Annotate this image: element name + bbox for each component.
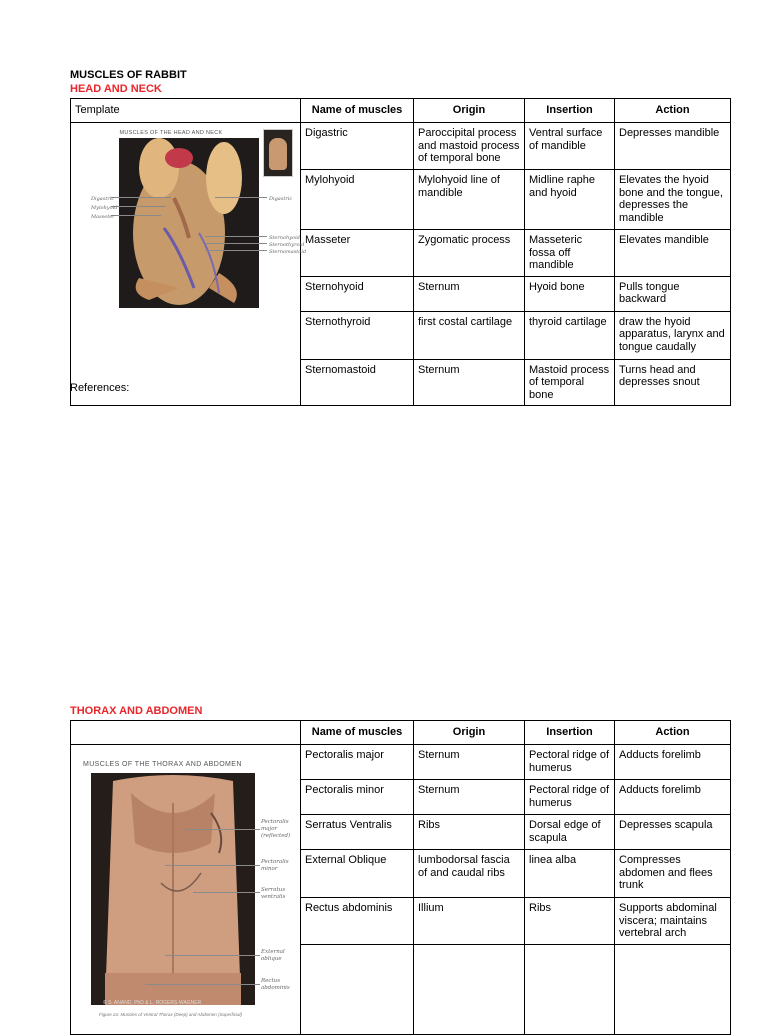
cell-origin: Zygomatic process xyxy=(414,230,525,277)
cell-origin: Sternum xyxy=(414,745,525,780)
cell-name: Digastric xyxy=(301,123,414,170)
label-right-digastric: Digastric xyxy=(269,196,293,202)
cell-insertion: Dorsal edge of scapula xyxy=(525,815,615,850)
cell-insertion xyxy=(525,945,615,1035)
cell-insertion: linea alba xyxy=(525,850,615,898)
cell-insertion: Hyoid bone xyxy=(525,276,615,311)
header-name: Name of muscles xyxy=(301,99,414,123)
head-neck-photo xyxy=(119,138,259,308)
cell-insertion: Midline raphe and hyoid xyxy=(525,170,615,230)
label-right-sternohyoid: Sternohyoid xyxy=(269,235,300,241)
table-row xyxy=(71,123,731,170)
figure-caption: MUSCLES OF THE HEAD AND NECK xyxy=(119,130,223,136)
cell-name: Mylohyoid xyxy=(301,170,414,230)
header-template xyxy=(71,721,301,745)
cell-name: Rectus abdominis xyxy=(301,898,414,945)
cell-origin: first costal cartilage xyxy=(414,311,525,359)
cell-action: Pulls tongue backward xyxy=(615,276,731,311)
document-title: MUSCLES OF RABBIT xyxy=(70,69,187,81)
label-serratus-ventralis: Serratus ventralis xyxy=(261,887,286,900)
cell-name: Pectoralis major xyxy=(301,745,414,780)
label-left-digastric: Digastric xyxy=(91,196,115,202)
cell-name: External Oblique xyxy=(301,850,414,898)
cell-action: Adducts forelimb xyxy=(615,780,731,815)
cell-name: Sternothyroid xyxy=(301,311,414,359)
section-title-head-neck: HEAD AND NECK xyxy=(70,83,162,95)
cell-origin: Sternum xyxy=(414,780,525,815)
cell-insertion: thyroid cartilage xyxy=(525,311,615,359)
header-origin: Origin xyxy=(414,721,525,745)
head-neck-table xyxy=(70,98,731,406)
cell-action: Elevates mandible xyxy=(615,230,731,277)
cell-action: Depresses mandible xyxy=(615,123,731,170)
cell-action: Elevates the hyoid bone and the tongue, depresses the mandible xyxy=(615,170,731,230)
cell-insertion: Ventral surface of mandible xyxy=(525,123,615,170)
section-title-thorax-abdomen: THORAX AND ABDOMEN xyxy=(70,705,203,717)
table-row xyxy=(71,745,731,780)
label-rectus-abdominis: Rectus abdominis xyxy=(261,978,290,991)
cell-origin: Mylohyoid line of mandible xyxy=(414,170,525,230)
label-pectoralis-major: Pectoralis major (reflected) xyxy=(261,819,291,839)
cell-action: draw the hyoid apparatus, larynx and tongue caudally xyxy=(615,311,731,359)
cell-insertion: Mastoid process of temporal bone xyxy=(525,359,615,406)
cell-origin: Ribs xyxy=(414,815,525,850)
cell-name: Masseter xyxy=(301,230,414,277)
header-template: Template xyxy=(71,99,301,123)
cell-origin: Sternum xyxy=(414,359,525,406)
cell-origin xyxy=(414,945,525,1035)
label-left-masseter: Masseter xyxy=(91,214,115,220)
cell-origin: Sternum xyxy=(414,276,525,311)
cell-insertion: Pectoral ridge of humerus xyxy=(525,780,615,815)
head-neck-figure xyxy=(75,127,307,379)
table-header-row xyxy=(71,721,731,745)
cell-origin: lumbodorsal fascia of and caudal ribs xyxy=(414,850,525,898)
template-image-cell xyxy=(71,745,301,1035)
thorax-abdomen-photo xyxy=(91,773,255,1005)
label-left-mylohyoid: Mylohyoid xyxy=(91,205,118,211)
header-insertion: Insertion xyxy=(525,721,615,745)
cell-action: Depresses scapula xyxy=(615,815,731,850)
label-pectoralis-minor: Pectoralis minor xyxy=(261,859,289,872)
thorax-abdomen-figure xyxy=(75,749,297,1019)
header-origin: Origin xyxy=(414,99,525,123)
cell-origin: Illium xyxy=(414,898,525,945)
label-right-sternothyroid: Sternothyroid xyxy=(269,242,305,248)
cell-name: Serratus Ventralis xyxy=(301,815,414,850)
header-insertion: Insertion xyxy=(525,99,615,123)
cell-action: Supports abdominal viscera; maintains vertebral arch xyxy=(615,898,731,945)
cell-insertion: Pectoral ridge of humerus xyxy=(525,745,615,780)
cell-name: Sternomastoid xyxy=(301,359,414,406)
cell-action xyxy=(615,945,731,1035)
cell-insertion: Masseteric fossa off mandible xyxy=(525,230,615,277)
cell-name xyxy=(301,945,414,1035)
template-image-cell xyxy=(71,123,307,406)
cell-action: Compresses abdomen and flees trunk xyxy=(615,850,731,898)
label-external-oblique: External oblique xyxy=(261,949,285,962)
cell-action: Turns head and depresses snout xyxy=(615,359,731,406)
header-name: Name of muscles xyxy=(301,721,414,745)
header-action: Action xyxy=(615,99,731,123)
cell-action: Adducts forelimb xyxy=(615,745,731,780)
thumbnail-image xyxy=(263,129,293,177)
table-header-row xyxy=(71,99,731,123)
photo-watermark: © S. ANAND, PhD & L. ROGERS-WAGNER xyxy=(103,1000,202,1006)
cell-insertion: Ribs xyxy=(525,898,615,945)
cell-origin: Paroccipital process and mastoid process of temporal bone xyxy=(414,123,525,170)
references-label: References: xyxy=(70,382,130,394)
cell-name: Sternohyoid xyxy=(301,276,414,311)
figure-subcaption: Figure 2a: Muscles of Ventral Thorax (Deep) and Abdomen (Superficial) xyxy=(99,1012,242,1017)
figure-caption: MUSCLES OF THE THORAX AND ABDOMEN xyxy=(83,761,242,768)
header-action: Action xyxy=(615,721,731,745)
cell-name: Pectoralis minor xyxy=(301,780,414,815)
thorax-abdomen-table xyxy=(70,720,731,1035)
label-right-sternomastoid: Sternomastoid xyxy=(269,249,307,255)
